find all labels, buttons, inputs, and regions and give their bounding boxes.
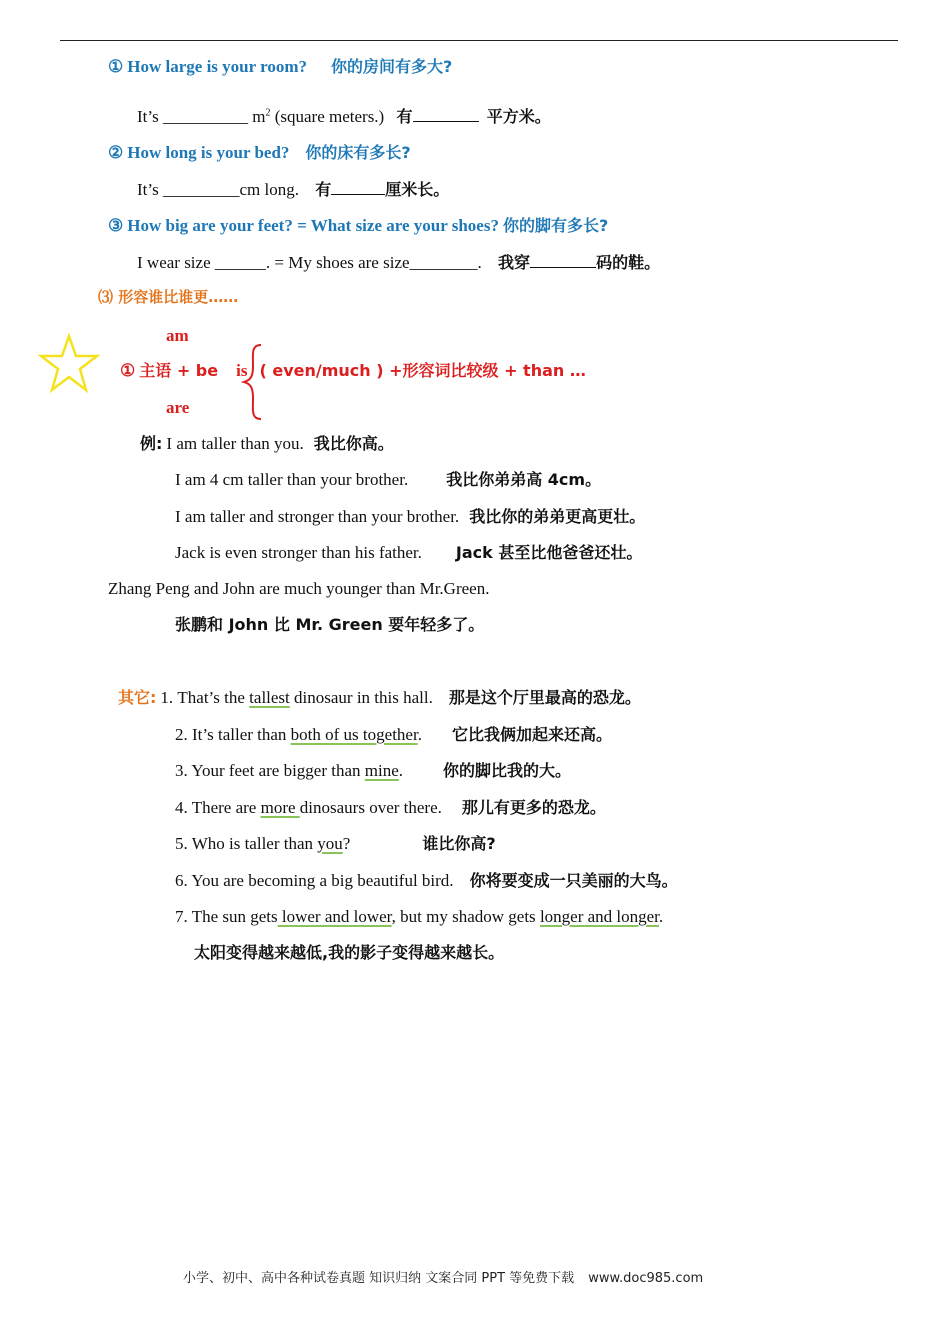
s1-pre: 1. That’s the — [160, 688, 250, 707]
q1-english: How large is your room? — [127, 57, 307, 76]
s2-post: . — [417, 725, 422, 744]
s3-pre: 3. Your feet are bigger than — [175, 761, 365, 780]
q1-answer-post: (square meters.) — [270, 107, 385, 126]
q3-answer-c: . — [477, 253, 482, 272]
formula-line — [120, 362, 586, 380]
q1-chinese: 你的房间有多大? — [331, 57, 453, 76]
s1-chinese: 那是这个厅里最高的恐龙。 — [448, 688, 641, 707]
s7-underlined-1: lower and lower — [277, 907, 392, 926]
q3-english: How big are your feet? = What size are your shoes? — [127, 216, 499, 235]
s4-pre: 4. There are — [175, 798, 261, 817]
q3-marker: ③ — [108, 216, 124, 235]
question-3 — [108, 217, 608, 235]
formula-is: is — [236, 361, 248, 380]
example-label: 例: — [140, 434, 163, 453]
s5-pre: 5. Who is taller than — [175, 834, 318, 853]
q1-answer-unit: m — [252, 107, 266, 126]
q1-answer-sup: 2 — [265, 107, 271, 119]
others-line-6 — [175, 872, 678, 890]
s7-post: . — [658, 907, 664, 926]
q1-marker: ① — [108, 57, 124, 76]
s3-chinese: 你的脚比我的大。 — [443, 761, 572, 780]
q1-answer — [137, 107, 551, 125]
formula-subject: 主语 + be — [139, 361, 219, 380]
footer-url[interactable]: www.doc985.com — [588, 1271, 704, 1286]
q2-cn-pre: 有 — [315, 180, 332, 199]
others-line-3 — [175, 762, 571, 780]
example-long-english: Zhang Peng and John are much younger than Mr.Green. — [108, 579, 490, 598]
example-3-english: I am taller and stronger than your brother. — [175, 507, 460, 526]
question-1 — [108, 58, 452, 76]
section-3-title: ⑶ 形容谁比谁更…… — [98, 288, 239, 306]
formula-am: am — [166, 326, 189, 345]
others-line-5 — [175, 835, 496, 853]
s3-post: . — [398, 761, 404, 780]
q3-answer — [137, 253, 660, 271]
formula-rest: ( even/much ) +形容词比较级 + than … — [259, 361, 586, 380]
q2-answer — [137, 180, 449, 198]
example-line-2 — [175, 471, 601, 489]
q3-cn-blank — [530, 253, 596, 268]
q3-answer-b: . = My shoes are size — [265, 253, 410, 272]
example-line-3 — [175, 508, 645, 526]
s5-underlined: you — [317, 834, 343, 853]
s6-english: 6. You are becoming a big beautiful bird. — [175, 871, 454, 890]
s1-post: dinosaur in this hall. — [289, 688, 433, 707]
s6-chinese: 你将要变成一只美丽的大鸟。 — [469, 871, 678, 890]
others-line-4 — [175, 799, 606, 817]
example-1-english: I am taller than you. — [166, 434, 304, 453]
example-4-chinese: Jack 甚至比他爸爸还壮。 — [455, 543, 643, 562]
s7-pre: 7. The sun gets — [175, 907, 278, 926]
q2-answer-post: cm long. — [239, 180, 299, 199]
star-icon — [38, 333, 100, 395]
s4-underlined: more — [260, 798, 300, 817]
example-2-english: I am 4 cm taller than your brother. — [175, 470, 409, 489]
others-label: 其它: — [118, 688, 157, 707]
example-line-1 — [140, 435, 394, 453]
s2-pre: 2. It’s taller than — [175, 725, 291, 744]
q1-answer-blank: __________ — [162, 107, 248, 126]
example-1-chinese: 我比你高。 — [313, 434, 394, 453]
q1-cn-post: 平方米。 — [486, 107, 551, 126]
q2-answer-blank: _________ — [162, 180, 240, 199]
example-4-english: Jack is even stronger than his father. — [175, 543, 422, 562]
s7-underlined-2: longer and longer — [539, 907, 659, 926]
formula-are: are — [166, 398, 190, 417]
header-rule — [60, 40, 898, 41]
q1-cn-pre: 有 — [396, 107, 413, 126]
example-line-4 — [175, 544, 642, 562]
others-line-2 — [175, 726, 612, 744]
q2-chinese: 你的床有多长? — [305, 143, 411, 162]
q3-answer-blank2: ________ — [409, 253, 478, 272]
others-line-1 — [118, 689, 641, 707]
q2-english: How long is your bed? — [127, 143, 290, 162]
footer-text: 小学、初中、高中各种试卷真题 知识归纳 文案合同 PPT 等免费下载 — [183, 1271, 575, 1286]
s5-post: ? — [342, 834, 351, 853]
s7-chinese: 太阳变得越来越低,我的影子变得越来越长。 — [194, 943, 505, 962]
s1-underlined: tallest — [249, 688, 290, 707]
example-3-chinese: 我比你的弟弟更高更壮。 — [469, 507, 646, 526]
q2-cn-blank — [331, 180, 385, 195]
example-2-chinese: 我比你弟弟高 4cm。 — [446, 470, 602, 489]
q1-answer-pre: It’s — [137, 107, 159, 126]
footer — [183, 1272, 703, 1285]
s2-underlined: both of us together — [290, 725, 418, 744]
q2-marker: ② — [108, 143, 124, 162]
q2-answer-pre: It’s — [137, 180, 159, 199]
q2-cn-post: 厘米长。 — [385, 180, 450, 199]
others-line-7 — [175, 908, 663, 926]
q3-cn-post: 码的鞋。 — [596, 253, 661, 272]
s7-mid: , but my shadow gets — [391, 907, 540, 926]
curly-brace-icon — [241, 342, 265, 422]
formula-marker: ① — [120, 361, 136, 380]
q3-cn-pre: 我穿 — [498, 253, 531, 272]
s4-post: dinosaurs over there. — [299, 798, 442, 817]
q3-answer-blank1: ______ — [214, 253, 266, 272]
s5-chinese: 谁比你高? — [422, 834, 496, 853]
s2-chinese: 它比我俩加起来还高。 — [451, 725, 612, 744]
q3-answer-a: I wear size — [137, 253, 211, 272]
q3-chinese: 你的脚有多长? — [502, 216, 609, 235]
s4-chinese: 那儿有更多的恐龙。 — [461, 798, 606, 817]
question-2 — [108, 144, 411, 162]
s3-underlined: mine — [364, 761, 399, 780]
q1-cn-blank — [413, 107, 479, 122]
example-long-chinese: 张鹏和 John 比 Mr. Green 要年轻多了。 — [175, 615, 485, 634]
